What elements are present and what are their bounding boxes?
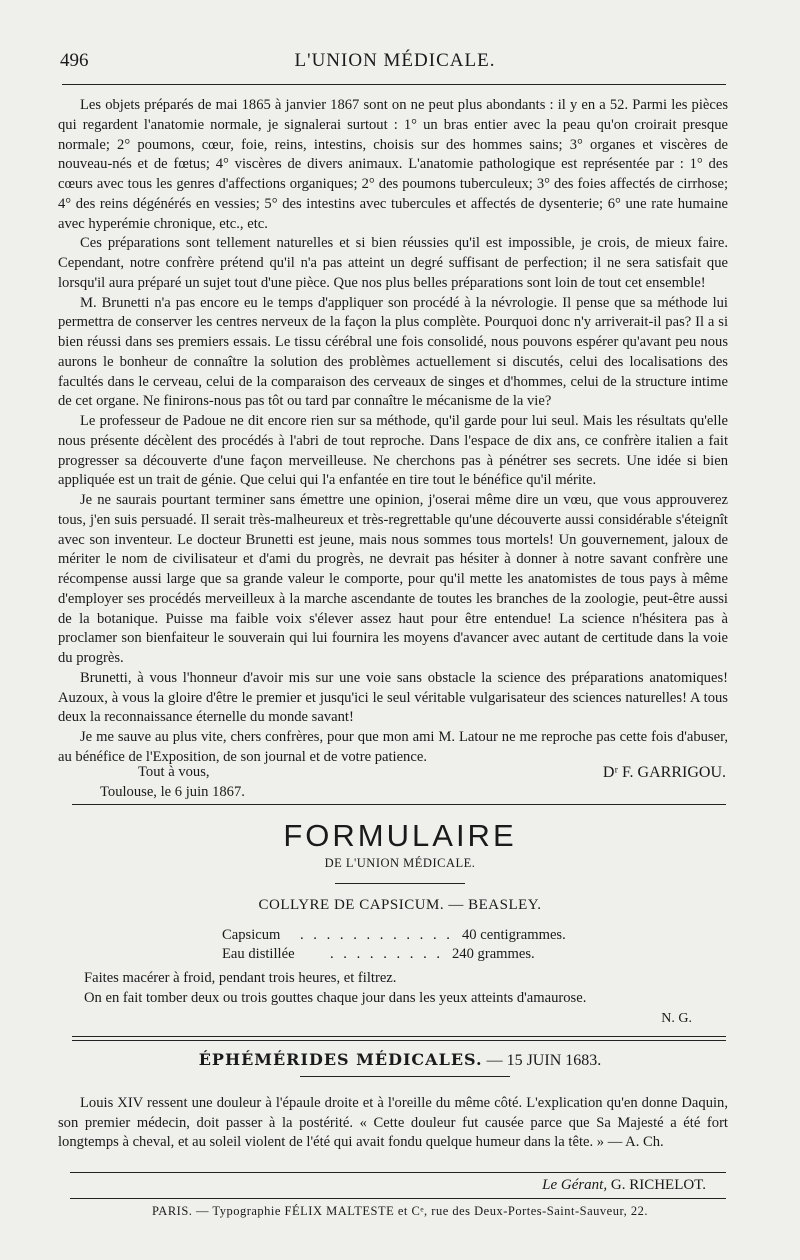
printer-imprint: PARIS. — Typographie FÉLIX MALTESTE et Cᵉ, rue des Deux-Portes-Saint-Sauveur, 22. [152,1204,648,1218]
formulaire-subtitle: DE L'UNION MÉDICALE. [324,856,476,870]
salutation: Tout à vous, [138,764,210,780]
ephemerides-date: — 15 JUIN 1683. [486,1052,602,1069]
recipe-instruction: Faites macérer à froid, pendant trois heures, et filtrez. [84,970,397,986]
gerant-name: G. RICHELOT. [610,1177,706,1193]
footer-rule [70,1198,726,1199]
dateline: Toulouse, le 6 juin 1867. [100,784,245,800]
paragraph: Les objets préparés de mai 1865 à janvier 1867 sont on ne peut plus abondants : il y en a 52. Parmi les pièces qui regardent l'anatomie normale, je signalerai surtout : 1° un bras entier avec la peau qu'on croirait presque normale; 2° poumons, cœur, foie, reins, intestins, choisis sur des hommes sains; 3° organes et viscères de nouveau-nés et de fœtus; 4° viscères de divers animaux. L'anatomie pathologique est représentée par : 1° des cœurs avec tous les genres d'affections organiques; 2° des poumons tuberculeux; 3° des foies affectés de cirrhose; 4° des reins dégénérés en vessies; 5° des intestins avec tubercules et affectés de dysenterie; 6° une rate humaine avec hyperémie chronique, etc., etc. [58,97,728,232]
recipe-title: COLLYRE DE CAPSICUM. — BEASLEY. [258,897,542,913]
ingredient-name: Capsicum [222,927,281,943]
paragraph: Je me sauve au plus vite, chers confrères, pour que mon ami M. Latour ne me reproche pas cette fois d'abuser, au bénéfice de l'Exposition, de son journal et de votre patience. [58,729,728,765]
ingredient-quantity: 240 grammes. [452,946,535,962]
recipe-initials: N. G. [661,1011,692,1026]
ingredient-leader: . . . . . . . . . [330,946,444,962]
ephemerides-heading [0,1050,800,1070]
page-number: 496 [60,50,89,71]
subtitle-rule [335,883,465,884]
ephemerides-body [58,1094,728,1153]
ingredient-quantity: 40 centigrammes. [462,927,566,943]
formulaire-title: FORMULAIRE [283,818,517,853]
ephemerides-title: ÉPHÉMÉRIDES MÉDICALES. [198,1050,483,1069]
ephemerides-rule [300,1076,510,1077]
recipe-instruction: On en fait tomber deux ou trois gouttes chaque jour dans les yeux atteints d'amaurose. [84,990,587,1006]
running-head [60,50,730,80]
journal-title: L'UNION MÉDICALE. [294,50,496,71]
double-rule-bottom [72,1040,726,1041]
header-rule [62,84,726,85]
gerant-rule [70,1172,726,1173]
article-body [58,96,728,768]
ingredient-leader: . . . . . . . . . . . . [300,927,453,943]
paragraph: Ces préparations sont tellement naturelles et si bien réussies qu'il est impossible, je crois, de mieux faire. Cependant, notre confrère prétend qu'il n'a pas atteint un degré suffisant de perfection; il ne sera satisfait que lorsqu'il aura préparé un sujet tout d'une pièce. Que nos plus belles préparations sont loin de tout cet ensemble! [58,235,728,291]
paragraph: Louis XIV ressent une douleur à l'épaule droite et à l'oreille du même côté. L'explication qu'en donne Daquin, son premier médecin, doit passer à la postérité. « Cette douleur fut causée parce que Sa Majesté a été fort longtemps à cheval, et au soleil violent de l'été qui avait fondu quelque humeur dans la tête. » — A. Ch. [58,1095,728,1150]
gerant-line [542,1177,706,1194]
double-rule-top [72,1036,726,1037]
paragraph: Brunetti, à vous l'honneur d'avoir mis sur une voie sans obstacle la science des préparations anatomiques! Auzoux, à vous la gloire d'être le premier et jusqu'ici le seul véritable vulgarisateur des sciences naturelles! A tous deux la reconnaissance éternelle du monde savant! [58,669,728,726]
section-rule [72,804,726,805]
paragraph: Je ne saurais pourtant terminer sans émettre une opinion, j'oserai même dire un vœu, que vous approuverez tous, j'en suis persuadé. Il serait très-malheureux et très-regrettable qu'une découverte aussi considérable s'éteignît avec son inventeur. Le docteur Brunetti est jeune, mais nous sommes tous mortels! Un gouvernement, jaloux de mériter le nom de civilisateur et d'ami du progrès, ne devrait pas hésiter à donner à notre savant confrère une récompense aussi large que sa grande valeur le comporte, pour qu'il mette les anatomistes de tous pays à même d'employer ses procédés merveilleux à la marche ascendante de toutes les branches de la zoologie, peut-être aussi de la botanique. Puisse ma faible voix s'élever assez haut pour être entendue! La science n'hésitera pas à proclamer son bienfaiteur le souverain qui lui fournira les moyens d'avancer avec autant de certitude dans la voie du progrès. [58,492,728,666]
paragraph: M. Brunetti n'a pas encore eu le temps d'appliquer son procédé à la névrologie. Il pense que sa méthode lui permettra de conserver les centres nerveux de la façon la plus complète. Pourquoi donc n'y arriverait-il pas? Il a si bien réussi dans ses premiers essais. Le tissu cérébral une fois consolidé, nous pouvons espérer qu'avant peu nous aurons le bonheur de connaître la solution des problèmes actuellement si discutés, celui des localisations des facultés dans le cerveau, celui de la comparaison des cerveaux de singes et d'hommes, celui de la structure intime de cet organe. Ne finirons-nous pas tôt ou tard par connaître le mécanisme de la vie? [58,294,728,410]
author-signature: Dʳ F. GARRIGOU. [602,764,726,781]
paragraph: Le professeur de Padoue ne dit encore rien sur sa méthode, qu'il garde pour lui seul. Mais les résultats qu'elle nous présente décèlent des procédés à l'abri de tout reproche. Dans l'espace de dix ans, ce confrère italien a fait progresser sa découverte d'une façon merveilleuse. Ne cherchons pas à pénétrer ses secrets. Une idée si bien appliquée est un trait de génie. Que celui qui l'a enfantée en tire tout le bénéfice qu'il mérite. [58,413,728,489]
gerant-label: Le Gérant, [542,1177,608,1193]
ingredient-name: Eau distillée [222,946,295,962]
